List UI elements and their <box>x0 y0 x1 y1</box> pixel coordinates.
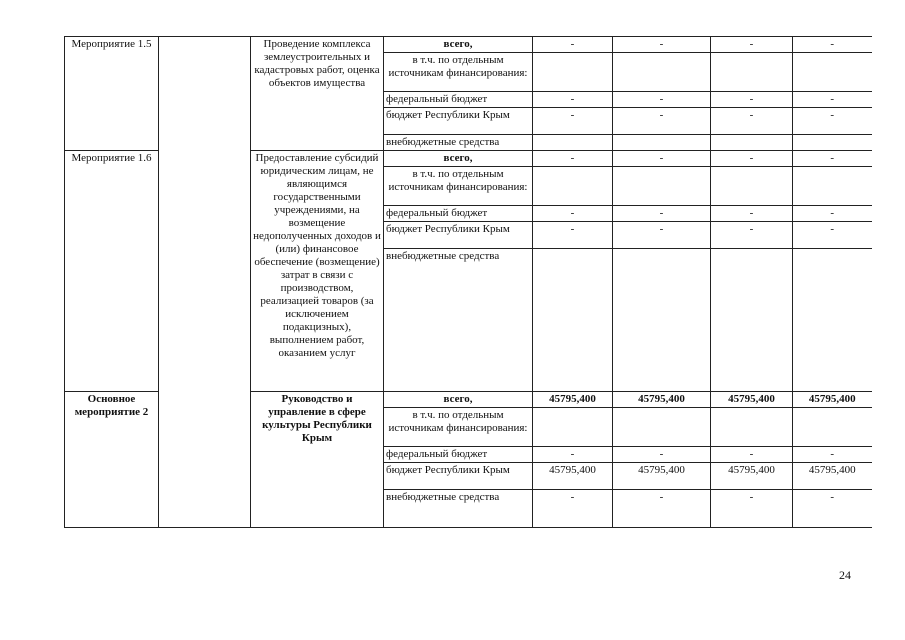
value-cell <box>533 135 613 151</box>
source-label: бюджет Республики Крым <box>384 463 533 490</box>
value-cell: - <box>613 206 711 222</box>
page-number: 24 <box>839 568 851 582</box>
value-cell <box>793 135 872 151</box>
value-cell <box>613 53 711 92</box>
value-cell <box>711 135 793 151</box>
source-label: в т.ч. по отдельным источникам финансирования: <box>384 408 533 447</box>
value-cell: 45795,400 <box>533 463 613 490</box>
value-cell <box>711 249 793 392</box>
source-label: всего, <box>384 392 533 408</box>
value-cell <box>793 53 872 92</box>
value-cell: - <box>793 37 872 53</box>
value-cell <box>793 408 872 447</box>
value-cell: - <box>533 490 613 528</box>
value-cell <box>711 53 793 92</box>
value-cell: - <box>793 108 872 135</box>
value-cell: - <box>793 92 872 108</box>
value-cell <box>533 53 613 92</box>
value-cell: - <box>533 447 613 463</box>
value-cell: - <box>793 222 872 249</box>
value-cell <box>533 167 613 206</box>
value-cell <box>613 135 711 151</box>
value-cell: 45795,400 <box>793 463 872 490</box>
value-cell <box>613 249 711 392</box>
measure-description-cell: Предоставление субсидий юридическим лицам, не являющимся государственными учреждениями, на возмещение недополученных доходов и (или) финансовое обеспечение (возмещение) затрат в связи с производством, реализацией товаров (за исключением подакцизных), выполнением работ, оказанием услуг <box>251 151 384 392</box>
source-label: внебюджетные средства <box>384 490 533 528</box>
source-label: внебюджетные средства <box>384 135 533 151</box>
source-label: в т.ч. по отдельным источникам финансирования: <box>384 167 533 206</box>
source-label: бюджет Республики Крым <box>384 108 533 135</box>
value-cell: - <box>533 206 613 222</box>
value-cell: - <box>711 151 793 167</box>
value-cell: 45795,400 <box>613 463 711 490</box>
value-cell: - <box>613 490 711 528</box>
source-label: в т.ч. по отдельным источникам финансирования: <box>384 53 533 92</box>
source-label: бюджет Республики Крым <box>384 222 533 249</box>
value-cell: - <box>711 206 793 222</box>
source-label: внебюджетные средства <box>384 249 533 392</box>
value-cell: - <box>613 37 711 53</box>
value-cell: - <box>711 490 793 528</box>
value-cell <box>533 408 613 447</box>
value-cell <box>711 408 793 447</box>
value-cell <box>793 167 872 206</box>
value-cell: - <box>533 37 613 53</box>
measure-name-cell: Основное мероприятие 2 <box>65 392 159 528</box>
value-cell: - <box>533 151 613 167</box>
value-cell: - <box>711 37 793 53</box>
source-label: федеральный бюджет <box>384 206 533 222</box>
value-cell: - <box>793 447 872 463</box>
value-cell: - <box>793 206 872 222</box>
value-cell: - <box>793 151 872 167</box>
value-cell <box>613 167 711 206</box>
value-cell: - <box>613 222 711 249</box>
value-cell <box>793 249 872 392</box>
value-cell: - <box>613 151 711 167</box>
source-label: федеральный бюджет <box>384 447 533 463</box>
funding-table <box>64 36 872 528</box>
value-cell: - <box>613 108 711 135</box>
value-cell: - <box>533 92 613 108</box>
value-cell: - <box>711 92 793 108</box>
measure-name-cell: Мероприятие 1.5 <box>65 37 159 151</box>
value-cell: 45795,400 <box>793 392 872 408</box>
executor-cell <box>159 37 251 528</box>
value-cell: - <box>533 222 613 249</box>
value-cell: - <box>613 447 711 463</box>
measure-description-cell: Проведение комплекса землеустроительных и кадастровых работ, оценка объектов имущества <box>251 37 384 151</box>
source-label: федеральный бюджет <box>384 92 533 108</box>
value-cell: 45795,400 <box>613 392 711 408</box>
value-cell <box>533 249 613 392</box>
value-cell <box>613 408 711 447</box>
value-cell: - <box>533 108 613 135</box>
value-cell: 45795,400 <box>711 463 793 490</box>
value-cell: - <box>613 92 711 108</box>
value-cell: - <box>711 447 793 463</box>
source-label: всего, <box>384 151 533 167</box>
value-cell: 45795,400 <box>711 392 793 408</box>
value-cell: - <box>711 222 793 249</box>
value-cell: 45795,400 <box>533 392 613 408</box>
value-cell: - <box>793 490 872 528</box>
measure-description-cell: Руководство и управление в сфере культуры Республики Крым <box>251 392 384 528</box>
value-cell <box>711 167 793 206</box>
source-label: всего, <box>384 37 533 53</box>
value-cell: - <box>711 108 793 135</box>
measure-name-cell: Мероприятие 1.6 <box>65 151 159 392</box>
table-row <box>65 37 872 53</box>
